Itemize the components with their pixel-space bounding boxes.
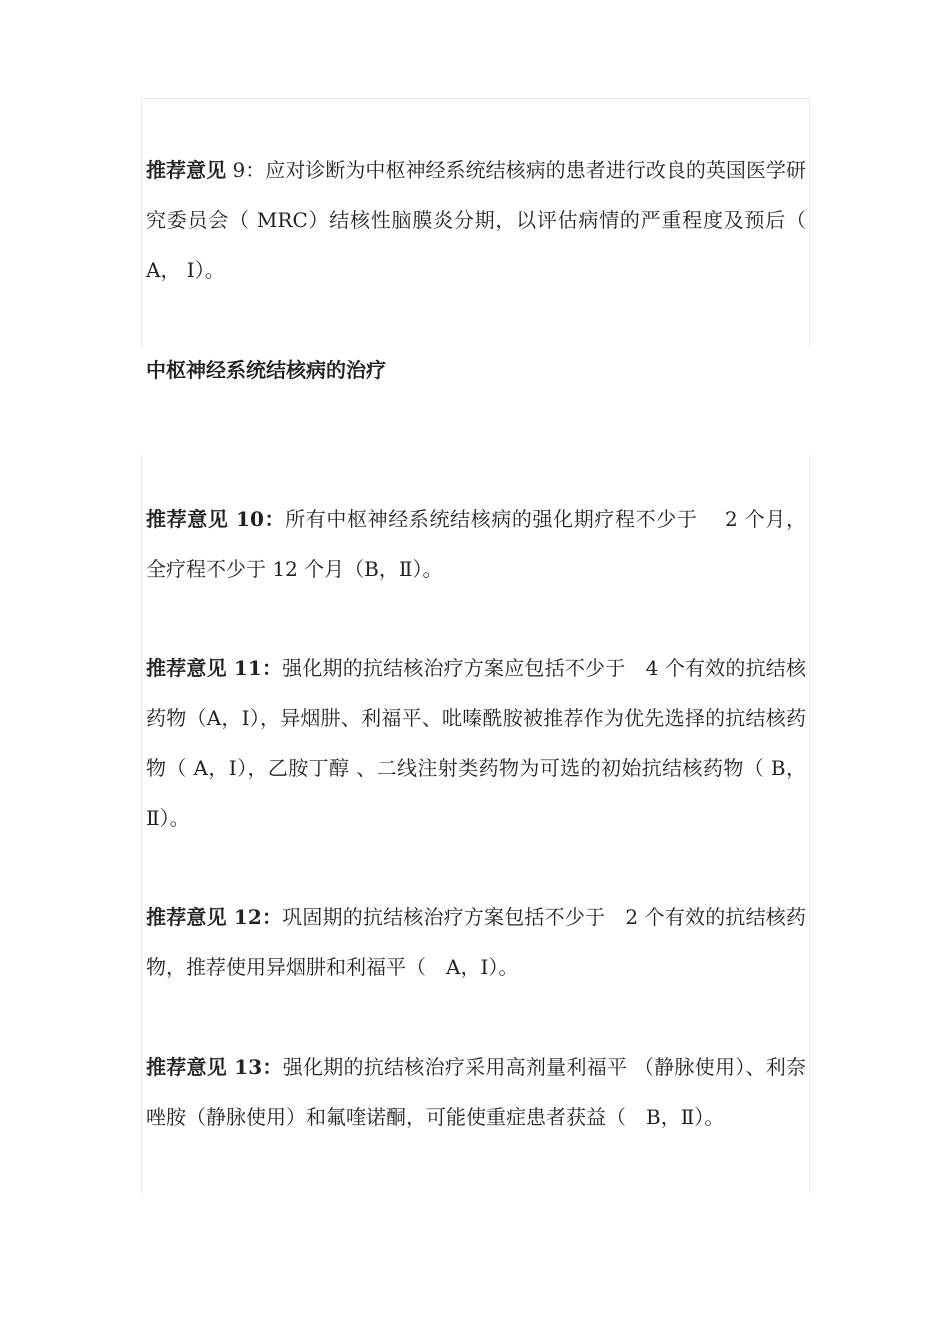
- recommendation-13: [146, 1042, 806, 1142]
- recommendation-10: [146, 494, 806, 594]
- recommendation-label: 推荐意见: [146, 905, 227, 929]
- recommendation-text: 巩固期的抗结核治疗方案包括不少于 2 个有效的抗结核药物，推荐使用异烟肼和利福平（ A，Ⅰ）。: [146, 905, 806, 979]
- recommendation-number: 13：: [227, 1055, 283, 1079]
- recommendation-label: 推荐意见: [146, 507, 229, 531]
- recommendation-text: 所有中枢神经系统结核病的强化期疗程不少于 2 个月，全疗程不少于 12 个月（B，Ⅱ）。: [146, 507, 806, 581]
- recommendation-text: 强化期的抗结核治疗方案应包括不少于 4 个有效的抗结核药物（A，Ⅰ），异烟肼、利福平、吡嗪酰胺被推荐作为优先选择的抗结核药物（ A，Ⅰ），乙胺丁醇 、二线注射类药物为可选的初始抗结核药物（ B，Ⅱ）。: [146, 656, 806, 830]
- recommendation-11: [146, 643, 806, 843]
- recommendation-number: 10：: [228, 507, 286, 531]
- recommendation-text: 应对诊断为中枢神经系统结核病的患者进行改良的英国医学研究委员会（ MRC）结核性脑膜炎分期，以评估病情的严重程度及预后（ A， Ⅰ）。: [146, 158, 807, 282]
- recommendation-label: 推荐意见: [146, 1055, 228, 1079]
- section-heading: 中枢神经系统结核病的治疗: [146, 358, 386, 382]
- recommendation-number: 11：: [226, 656, 283, 680]
- recommendation-number: 9：: [226, 158, 266, 182]
- recommendation-12: [146, 892, 806, 992]
- recommendation-9: [146, 145, 806, 295]
- recommendation-label: 推荐意见: [146, 158, 227, 182]
- recommendation-text: 强化期的抗结核治疗采用高剂量利福平 （静脉使用）、利奈唑胺（静脉使用）和氟喹诺酮，可能使重症患者获益（ B，Ⅱ）。: [146, 1055, 807, 1129]
- recommendation-label: 推荐意见: [146, 656, 227, 680]
- recommendation-number: 12：: [226, 905, 283, 929]
